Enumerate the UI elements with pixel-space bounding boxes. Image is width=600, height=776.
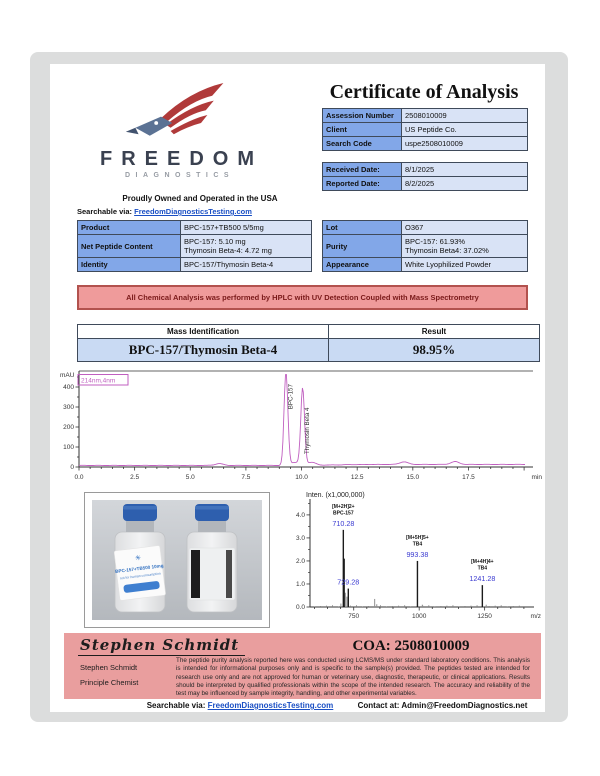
- analysis-method-banner: All Chemical Analysis was performed by HPLC with UV Detection Coupled with Mass Spectrometry: [77, 285, 528, 310]
- result-header: Result: [329, 325, 540, 339]
- row-label: Identity: [78, 258, 181, 272]
- svg-text:2.5: 2.5: [130, 474, 140, 481]
- svg-text:m/z: m/z: [530, 613, 541, 620]
- lot-table: [322, 220, 528, 272]
- svg-text:300: 300: [63, 404, 74, 412]
- vial-label-line2: not for human consumption: [119, 571, 161, 581]
- svg-text:min: min: [531, 474, 542, 481]
- row-label: Reported Date:: [323, 177, 402, 191]
- brand-name: FREEDOM: [100, 148, 263, 170]
- row-value: BPC-157/Thymosin Beta-4: [181, 258, 312, 272]
- mass-identification-table: [77, 324, 540, 362]
- row-label: Assession Number: [323, 109, 402, 123]
- svg-text:7.5: 7.5: [241, 474, 251, 481]
- row-value: BPC-157: 61.93% Thymosin Beta4: 37.02%: [402, 235, 528, 258]
- brand-subtitle: DIAGNOSTICS: [124, 172, 235, 179]
- vial-brand-mark: ✳: [134, 554, 142, 563]
- row-value: 8/2/2025: [402, 177, 528, 191]
- svg-text:1241.28: 1241.28: [469, 574, 496, 584]
- svg-text:1.0: 1.0: [295, 581, 305, 589]
- row-value: BPC-157+TB500 5/5mg: [181, 221, 312, 235]
- chemist-name: Stephen Schmidt: [80, 663, 138, 672]
- coa-number: COA: 2508010009: [352, 638, 470, 654]
- dates-table: [322, 162, 528, 191]
- svg-text:710.28: 710.28: [332, 518, 355, 528]
- row-value: White Lyophilized Powder: [402, 258, 528, 272]
- vial-barcode: [191, 550, 200, 598]
- svg-text:100: 100: [63, 444, 74, 452]
- svg-text:4.0: 4.0: [295, 512, 305, 520]
- svg-text:Inten. (x1,000,000): Inten. (x1,000,000): [306, 492, 365, 499]
- svg-text:214nm,4nm: 214nm,4nm: [81, 377, 116, 385]
- signature-script: Stephen Schmidt: [78, 636, 245, 656]
- vials-image: [92, 500, 262, 620]
- svg-text:750: 750: [348, 613, 360, 620]
- certificate-page: [50, 64, 545, 712]
- row-value: US Peptide Co.: [402, 123, 528, 137]
- svg-text:200: 200: [63, 424, 74, 432]
- searchable-line: [77, 207, 252, 216]
- svg-text:TB4: TB4: [412, 541, 423, 548]
- row-value: uspe2508010009: [402, 137, 528, 151]
- mass-id-value: BPC-157/Thymosin Beta-4: [78, 339, 329, 362]
- row-label: Net Peptide Content: [78, 235, 181, 258]
- row-value: 8/1/2025: [402, 163, 528, 177]
- mass-spectrum: [278, 488, 542, 626]
- freedom-logo: [77, 78, 277, 179]
- signature-panel: [64, 633, 541, 699]
- mass-id-header: Mass Identification: [78, 325, 329, 339]
- svg-text:400: 400: [63, 384, 74, 392]
- chemist-role: Principle Chemist: [80, 678, 139, 687]
- svg-text:3.0: 3.0: [295, 535, 305, 543]
- row-label: Received Date:: [323, 163, 402, 177]
- svg-text:0.0: 0.0: [74, 474, 84, 481]
- row-label: Purity: [323, 235, 402, 258]
- page-title: Certificate of Analysis: [329, 81, 519, 103]
- svg-text:BPC-157: BPC-157: [333, 510, 354, 517]
- info-table: [322, 108, 528, 151]
- footer-searchable-label: Searchable via:: [146, 701, 206, 710]
- svg-text:17.5: 17.5: [462, 474, 475, 481]
- disclaimer-text: The peptide purity analysis reported here was conducted using LCMS/MS under standard laboratory conditions. This analysis is intended for informational purposes only and is specific to the sample(s) provided. The peptides tested are intended for research use only and are not approved for human or veterinary use, diagnostic, therapeutic, or clinical applications. Results should be interpreted by qualified professionals within the scope of the intended research. The accuracy and reliability of the test may be influenced by sample integrity, handling, and other experimental variables.: [176, 657, 530, 698]
- hplc-chromatogram: [56, 369, 544, 490]
- row-label: Lot: [323, 221, 402, 235]
- row-value: 2508010009: [402, 109, 528, 123]
- product-table: [77, 220, 312, 272]
- svg-text:2.0: 2.0: [295, 558, 305, 566]
- svg-text:0.0: 0.0: [295, 604, 305, 612]
- product-vials-photo: [84, 492, 270, 628]
- page-shadow-frame: [30, 52, 568, 722]
- eagle-logo-icon: [121, 78, 233, 144]
- svg-text:10.0: 10.0: [295, 474, 308, 481]
- svg-text:729.28: 729.28: [337, 577, 360, 587]
- footer-contact: Contact at: Admin@FreedomDiagnostics.net: [357, 701, 528, 710]
- svg-text:TB4: TB4: [477, 565, 488, 572]
- row-value: O367: [402, 221, 528, 235]
- usa-tagline: Proudly Owned and Operated in the USA: [122, 194, 278, 203]
- row-label: Client: [323, 123, 402, 137]
- svg-text:[M+5H]5+: [M+5H]5+: [406, 534, 429, 541]
- svg-text:BPC-157: BPC-157: [287, 384, 295, 410]
- svg-text:993.38: 993.38: [406, 549, 429, 559]
- footer-searchable-link[interactable]: FreedomDiagnosticsTesting.com: [207, 701, 334, 710]
- svg-text:1000: 1000: [411, 613, 427, 620]
- svg-text:1250: 1250: [477, 613, 492, 620]
- row-value: BPC-157: 5.10 mg Thymosin Beta-4: 4.72 mg: [181, 235, 312, 258]
- row-label: Product: [78, 221, 181, 235]
- svg-text:mAU: mAU: [60, 372, 75, 379]
- vial-label-line1: BPC-157+TB500 10mg: [114, 563, 164, 574]
- svg-text:Thymosin Beta 4: Thymosin Beta 4: [304, 407, 312, 454]
- row-label: Appearance: [323, 258, 402, 272]
- searchable-label: Searchable via:: [77, 207, 133, 216]
- svg-text:[M+2H]2+: [M+2H]2+: [332, 503, 355, 510]
- searchable-link[interactable]: FreedomDiagnosticsTesting.com: [134, 207, 252, 216]
- svg-text:[M+4H]4+: [M+4H]4+: [471, 559, 494, 566]
- svg-text:0: 0: [70, 464, 74, 472]
- result-value: 98.95%: [329, 339, 540, 362]
- svg-text:12.5: 12.5: [350, 474, 364, 481]
- svg-text:15.0: 15.0: [406, 474, 420, 481]
- footer-searchable: [135, 701, 345, 710]
- svg-text:5.0: 5.0: [185, 474, 195, 481]
- row-label: Search Code: [323, 137, 402, 151]
